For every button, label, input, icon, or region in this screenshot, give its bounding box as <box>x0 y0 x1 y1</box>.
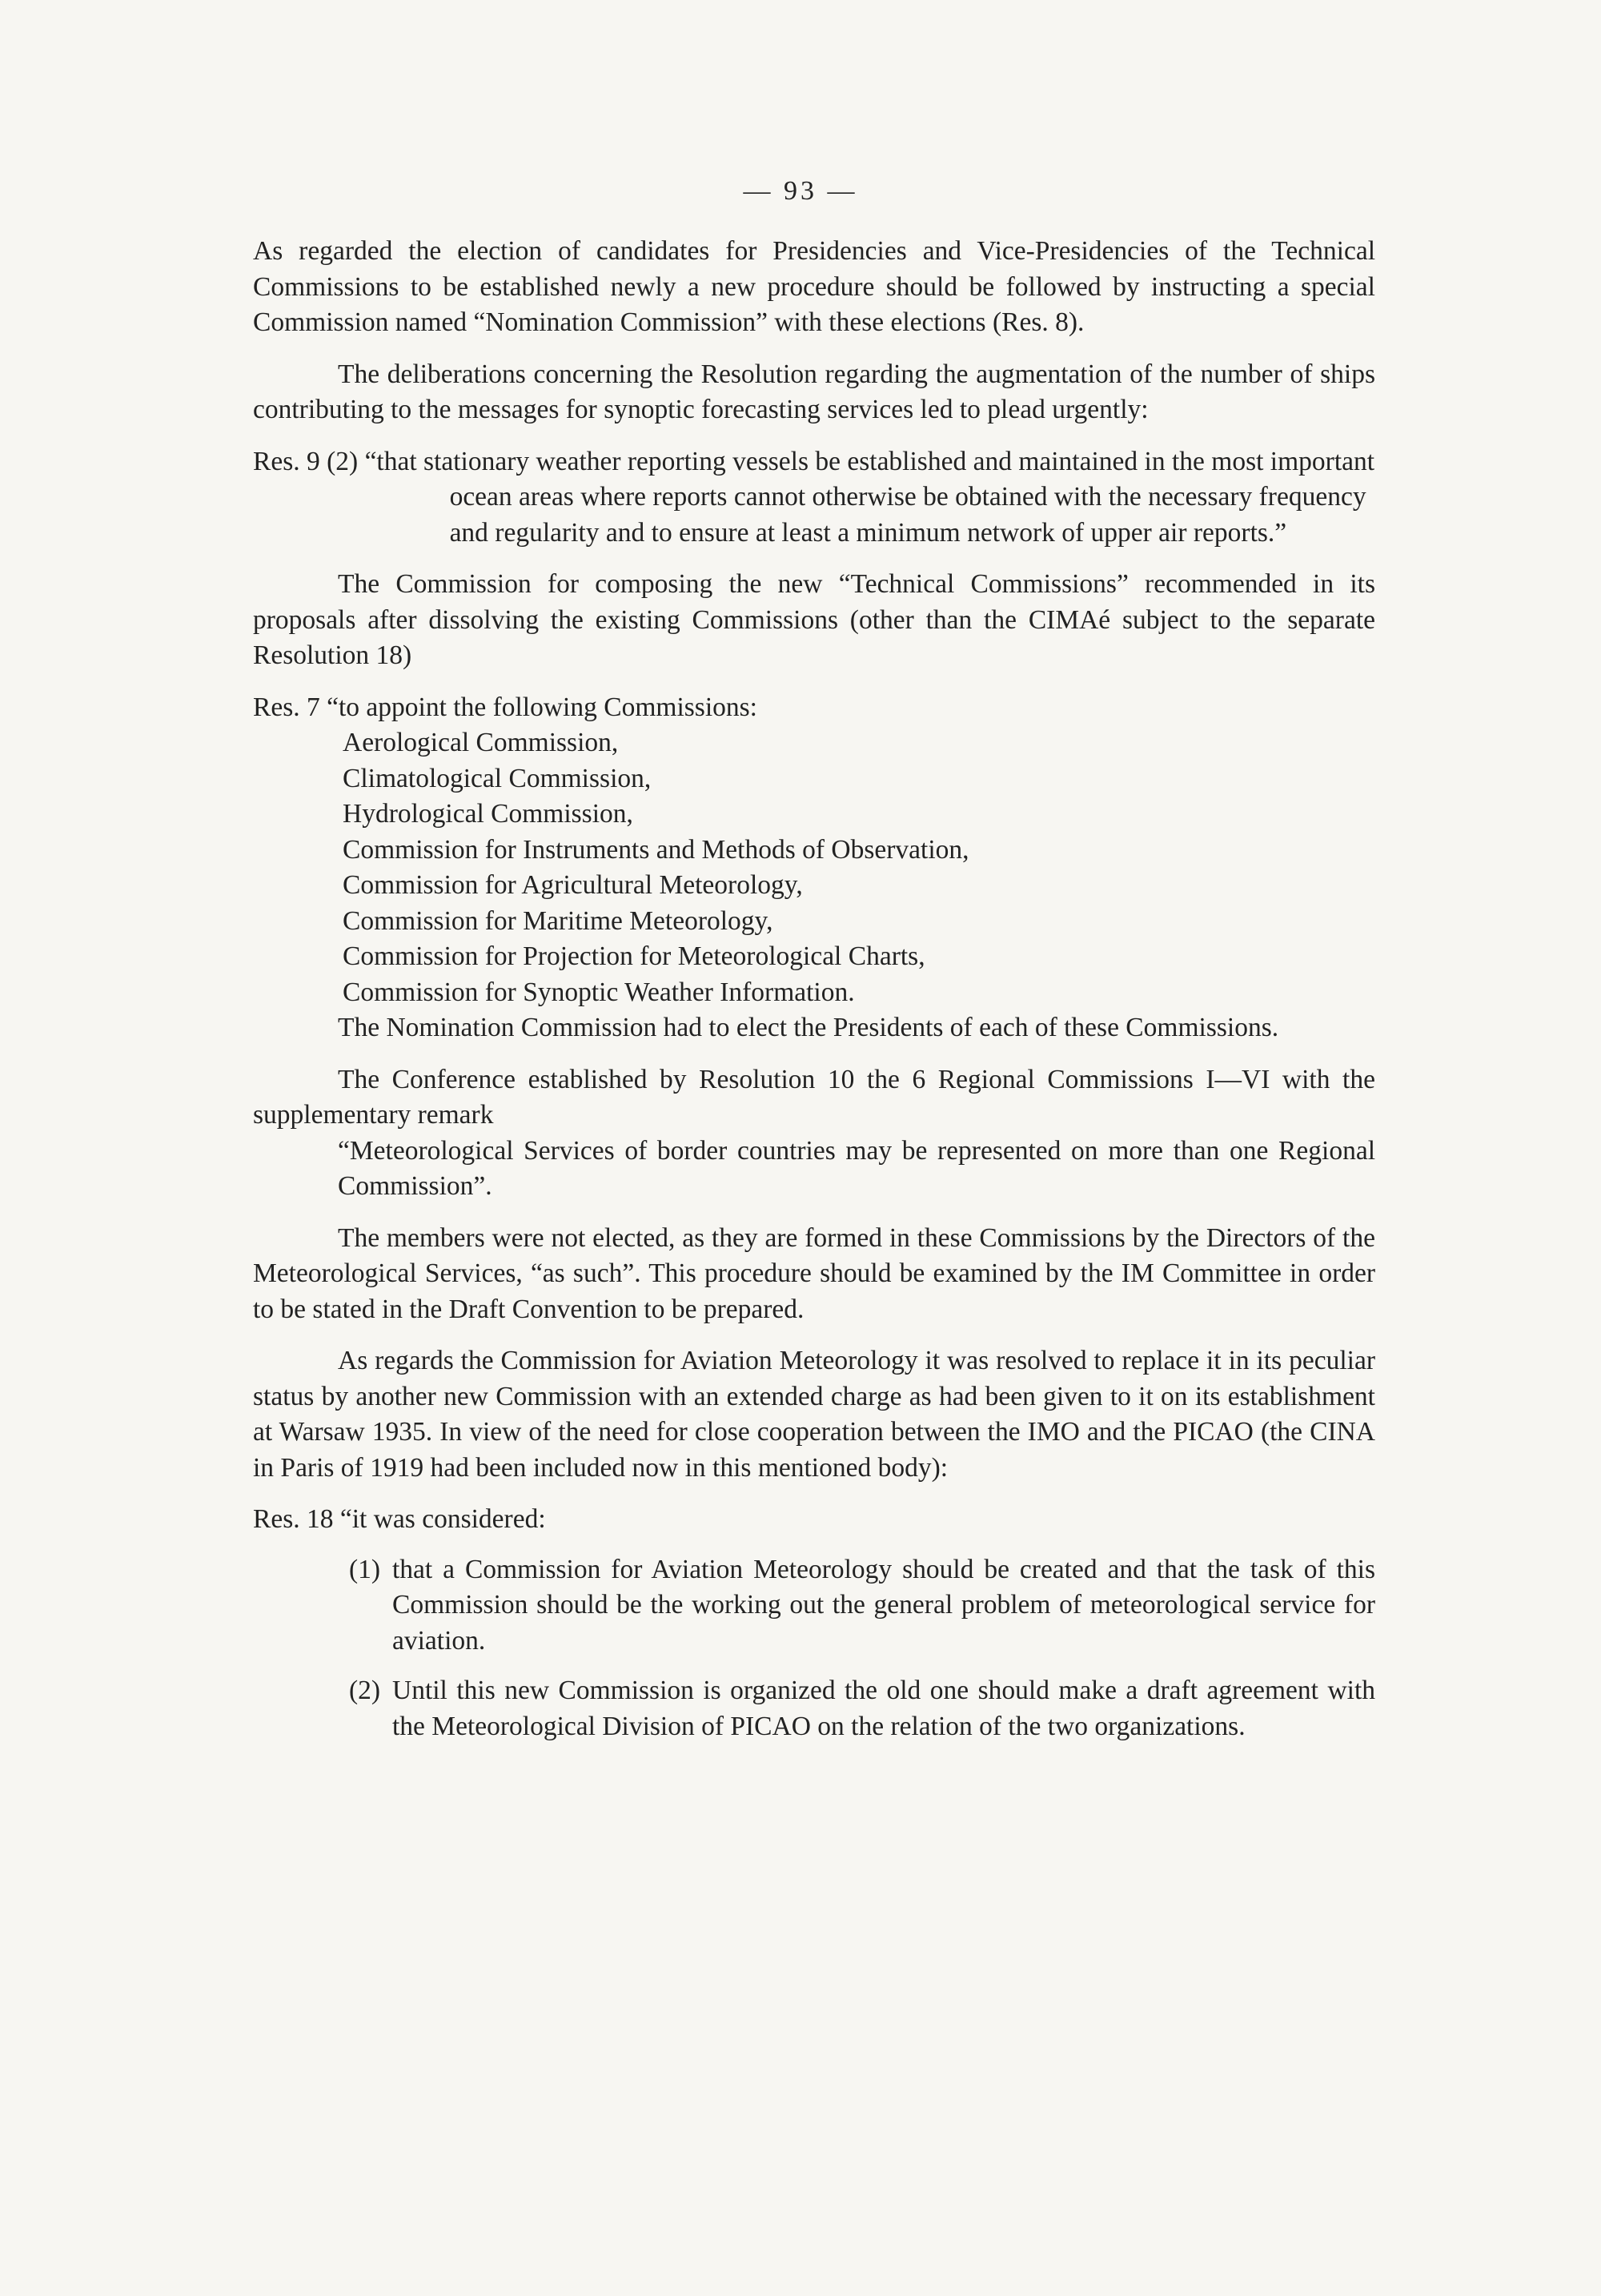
list-item: Hydrological Commission, <box>343 799 633 829</box>
list-item: Commission for Projection for Meteorological Charts, <box>343 941 925 971</box>
item-number: (2) <box>349 1676 381 1705</box>
item-number: (1) <box>349 1554 381 1584</box>
resolution-9-text: “that stationary weather reporting vessels be established and maintained in the most important ocean areas where reports cannot otherwise be obtained with the necessary frequency and regularity and to ensure at least a minimum network of upper air reports.” <box>364 446 1375 548</box>
commission-list <box>253 725 1375 1010</box>
paragraph-regional-commissions: The Conference established by Resolution 10 the 6 Regional Commissions I—VI with the supplementary remark <box>253 1064 1375 1130</box>
list-item: Climatological Commission, <box>343 763 652 793</box>
paragraph-members: The members were not elected, as they are formed in these Commissions by the Directors of the Meteorological Services, “as such”. This procedure should be examined by the IM Committee in order to be stated in the Draft Convention to be prepared. <box>253 1222 1375 1324</box>
resolution-9-label: Res. 9 (2) <box>253 446 365 476</box>
paragraph-nomination-procedure: As regarded the election of candidates for Presidencies and Vice-Presidencies of the Technical Commissions to be established newly a new procedure should be followed by instructing a special Commission named “Nomination Commission” with these elections (Res. 8). <box>253 236 1375 337</box>
item-text: Until this new Commission is organized the old one should make a draft agreement with the Meteorological Division of PICAO on the relation of the two organizations. <box>392 1676 1375 1741</box>
paragraph-aviation: As regards the Commission for Aviation Meteorology it was resolved to replace it in its peculiar status by another new Commission with an extended charge as had been given to it on its establishment at Warsaw 1935. In view of the need for close cooperation between the IMO and the PICAO (the CINA in Paris of 1919 had been included now in this mentioned body): <box>253 1346 1375 1483</box>
resolution-18 <box>253 1502 1375 1538</box>
resolution-18-item <box>253 1552 1375 1660</box>
page-number: — 93 — <box>743 176 858 206</box>
resolution-18-intro: “it was considered: <box>339 1504 546 1534</box>
text-column <box>253 234 1375 1744</box>
regional-remark-quote: “Meteorological Services of border countries may be represented on more than one Regional Commission”. <box>338 1135 1375 1201</box>
list-item: Commission for Agricultural Meteorology, <box>343 870 803 900</box>
resolution-18-item <box>253 1673 1375 1744</box>
list-item: Aerological Commission, <box>343 728 619 757</box>
paragraph-ships: The deliberations concerning the Resolution regarding the augmentation of the number of ships contributing to the messages for synoptic forecasting services led to plead urgently: <box>253 359 1375 424</box>
resolution-7 <box>253 690 1375 726</box>
paragraph-technical-commissions: The Commission for composing the new “Technical Commissions” recommended in its proposals after dissolving the existing Commissions (other than the CIMAé subject to the separate Resolution 18) <box>253 569 1375 670</box>
resolution-9 <box>253 444 1375 552</box>
resolution-7-intro: “to appoint the following Commissions: <box>327 692 757 722</box>
item-text: that a Commission for Aviation Meteorology should be created and that the task of this Commission should be the working out the general problem of meteorological service for aviation. <box>392 1554 1375 1656</box>
list-item: Commission for Instruments and Methods of Observation, <box>343 834 969 865</box>
list-item: Commission for Synoptic Weather Information. <box>343 977 855 1007</box>
resolution-18-label: Res. 18 <box>253 1504 340 1534</box>
paragraph-nomination-presidents: The Nomination Commission had to elect the Presidents of each of these Commissions. <box>338 1013 1279 1042</box>
resolution-7-label: Res. 7 <box>253 692 327 722</box>
list-item: Commission for Maritime Meteorology, <box>343 905 773 936</box>
